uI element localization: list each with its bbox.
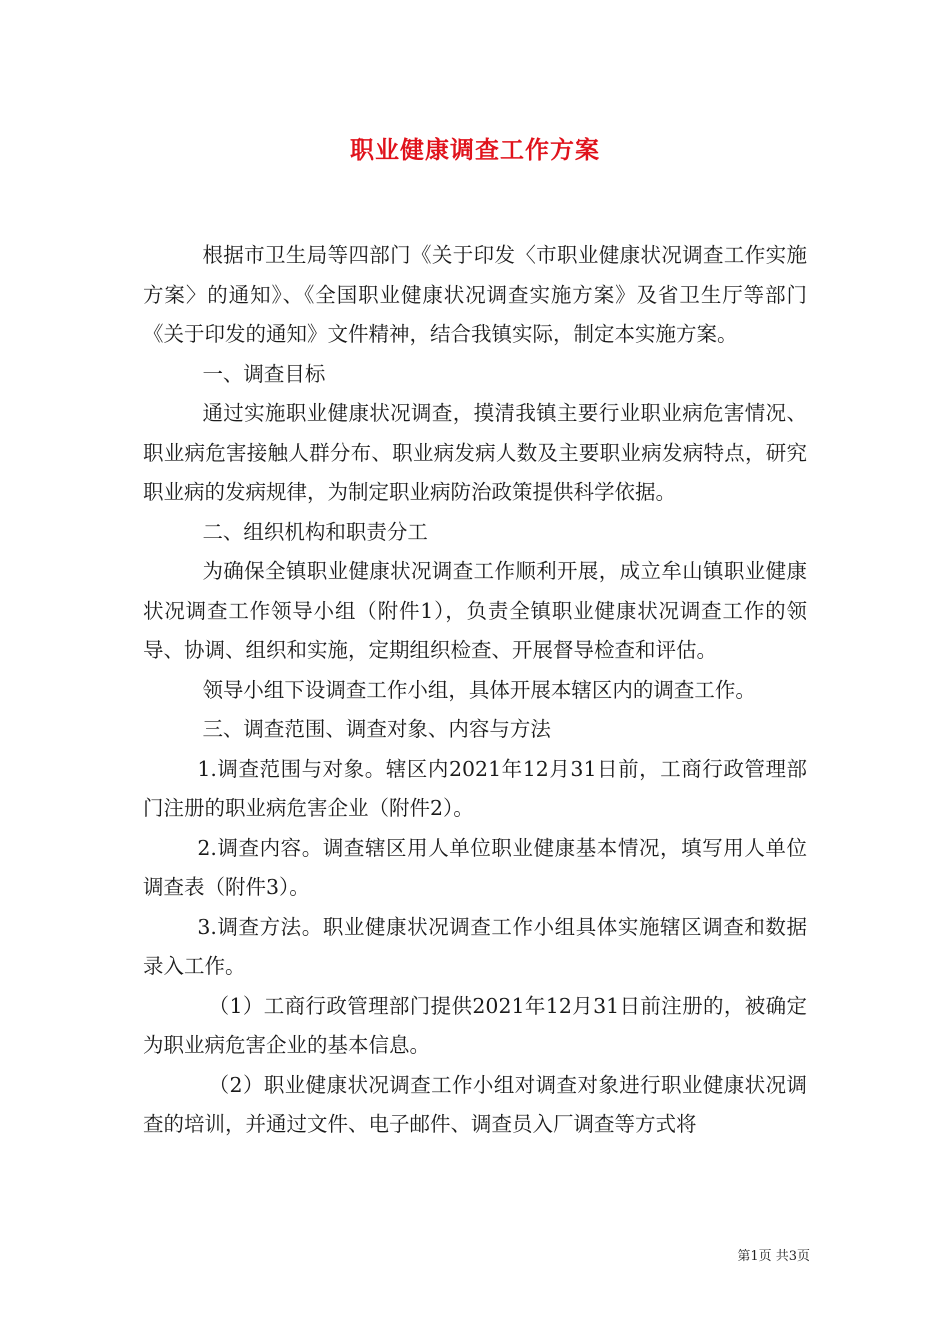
- paragraph-organization: 为确保全镇职业健康状况调查工作顺利开展，成立牟山镇职业健康状况调查工作领导小组（附件1），负责全镇职业健康状况调查工作的领导、协调、组织和实施，定期组织检查、开展督导检查和评估。: [143, 559, 807, 662]
- page-number: 第1页 共3页: [737, 1249, 810, 1264]
- section-heading-organization: 二、组织机构和职责分工: [202, 519, 428, 544]
- paragraph-method-2: （2）职业健康状况调查工作小组对调查对象进行职业健康状况调查的培训，并通过文件、电子邮件、调查员入厂调查等方式将: [143, 1072, 807, 1136]
- paragraph-intro: 根据市卫生局等四部门《关于印发〈市职业健康状况调查工作实施方案〉的通知》、《全国职业健康状况调查实施方案》及省卫生厅等部门《关于印发的通知》文件精神，结合我镇实际，制定本实施方案。: [143, 243, 807, 346]
- document-body: [143, 236, 807, 1145]
- paragraph-goal: 通过实施职业健康状况调查，摸清我镇主要行业职业病危害情况、职业病危害接触人群分布、职业病发病人数及主要职业病发病特点，研究职业病的发病规律，为制定职业病防治政策提供科学依据。: [143, 401, 807, 504]
- paragraph-scope-item-1: 1.调查范围与对象。辖区内2021年12月31日前，工商行政管理部门注册的职业病危害企业（附件2）。: [143, 756, 807, 820]
- paragraph-working-group: 领导小组下设调查工作小组，具体开展本辖区内的调查工作。: [202, 677, 756, 702]
- section-heading-scope: 三、调查范围、调查对象、内容与方法: [202, 717, 551, 741]
- document-title: 职业健康调查工作方案: [350, 135, 600, 164]
- section-heading-goal: 一、调查目标: [202, 361, 326, 386]
- paragraph-scope-item-2: 2.调查内容。调查辖区用人单位职业健康基本情况，填写用人单位调查表（附件3）。: [143, 835, 807, 899]
- paragraph-scope-item-3: 3.调查方法。职业健康状况调查工作小组具体实施辖区调查和数据录入工作。: [143, 914, 807, 978]
- paragraph-method-1: （1）工商行政管理部门提供2021年12月31日前注册的，被确定为职业病危害企业的基本信息。: [143, 993, 807, 1057]
